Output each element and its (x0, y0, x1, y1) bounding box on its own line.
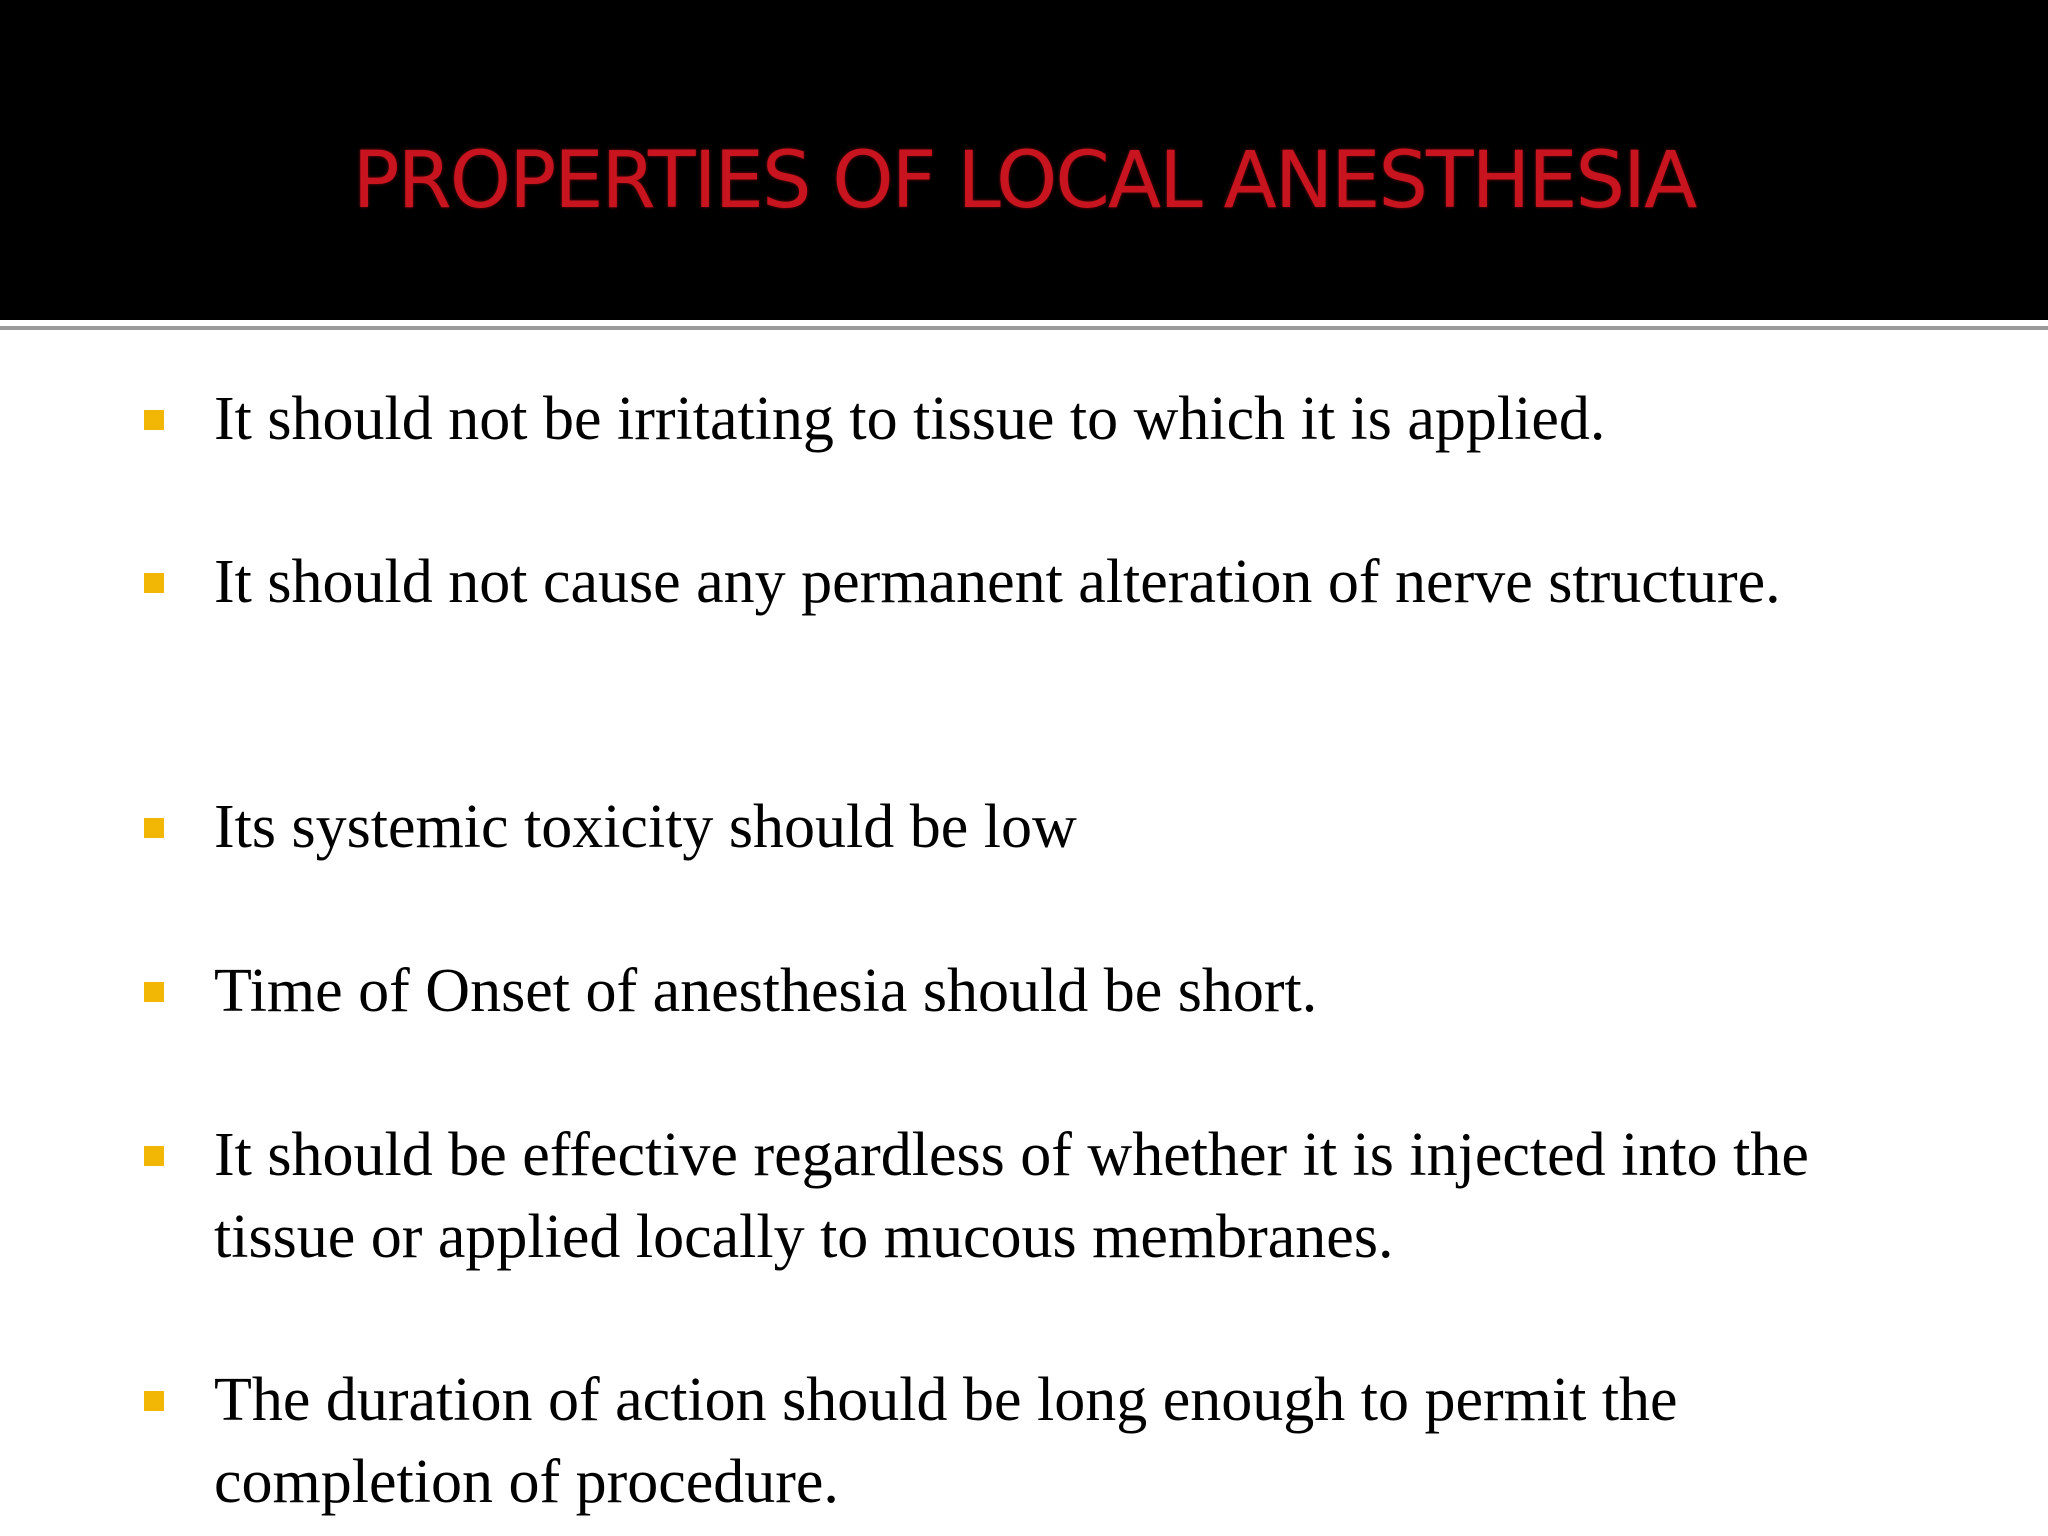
square-bullet-icon (144, 1146, 164, 1166)
bullet-text: It should not cause any permanent alteration of nerve structure. (214, 548, 1781, 616)
bullet-text: Time of Onset of anesthesia should be short. (214, 957, 1318, 1025)
bullet-item (214, 378, 1914, 460)
bullet-item (214, 1114, 1914, 1278)
square-bullet-icon (144, 410, 164, 430)
bullet-item (214, 786, 1914, 868)
square-bullet-icon (144, 982, 164, 1002)
bullet-text: It should not be irritating to tissue to which it is applied. (214, 385, 1606, 453)
slide-title: PROPERTIES OF LOCAL ANESTHESIA (352, 136, 1696, 226)
bullet-item (214, 541, 1914, 623)
square-bullet-icon (144, 818, 164, 838)
bullet-text: Its systemic toxicity should be low (214, 793, 1077, 861)
square-bullet-icon (144, 573, 164, 593)
bullet-item (214, 950, 1914, 1032)
bullet-item (214, 1359, 1914, 1523)
square-bullet-icon (144, 1391, 164, 1411)
bullet-text: The duration of action should be long enough to permit the completion of procedure. (214, 1366, 1678, 1516)
bullet-text: It should be effective regardless of whether it is injected into the tissue or applied locally to mucous membranes. (214, 1121, 1809, 1271)
